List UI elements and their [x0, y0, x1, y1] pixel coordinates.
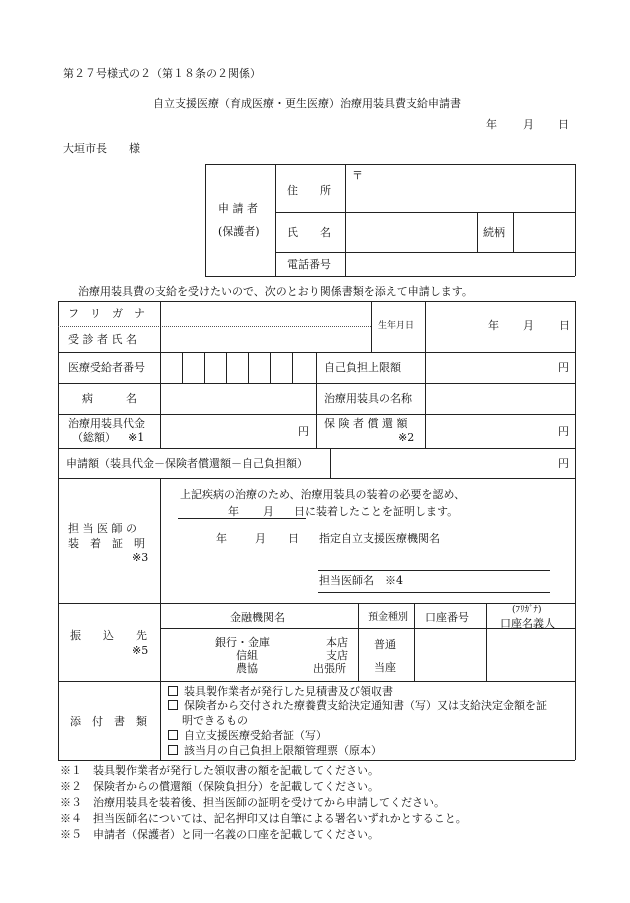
attachment-checkbox-estimate[interactable] [168, 686, 393, 697]
transfer-mark: ※5 [132, 644, 149, 657]
transfer-label: 振 込 先 [70, 629, 147, 642]
account-number-header: 口座番号 [425, 611, 469, 624]
date-year: 年 [486, 118, 497, 131]
cert-date-year: 年 [216, 532, 227, 545]
copay-limit-field[interactable] [426, 353, 574, 382]
account-holder-field[interactable] [487, 629, 574, 680]
branch-main: 本店 [326, 636, 348, 649]
dob-year: 年 [488, 319, 499, 332]
relation-label: 続柄 [483, 226, 505, 239]
doctor-cert-mark: ※3 [132, 551, 149, 564]
doctor-cert-label-2: 装 着 証 明 [68, 537, 145, 550]
intro-text: 治療用装具費の支給を受けたいので、次のとおり関係書類を添えて申請します。 [78, 285, 473, 298]
claim-label: 申請額（装具代金－保険者償還額－自己負担額） [66, 457, 308, 470]
patient-name-field[interactable] [161, 327, 370, 351]
account-number-field[interactable] [415, 629, 485, 680]
bank-option-bank: 銀行・金庫 [215, 636, 270, 649]
copay-limit-label: 自己負担上限額 [324, 361, 401, 374]
recipient-number-field[interactable] [161, 353, 315, 382]
attachment-checkbox-insurer-notice[interactable] [168, 700, 547, 711]
relation-field[interactable] [514, 213, 574, 251]
cert-day: 日 [294, 505, 305, 518]
attachment-estimate-label: 装具製作業者が発行した見積書及び領収書 [184, 685, 393, 698]
account-type-header: 預金種別 [368, 612, 408, 623]
form-number: 第２７号様式の２（第１８条の２関係） [63, 67, 261, 80]
attachments-label: 添 付 書 類 [70, 715, 147, 728]
guardian-label: (保護者) [218, 225, 260, 238]
disease-field[interactable] [161, 384, 315, 413]
cert-date-day: 日 [288, 532, 299, 545]
date-day: 日 [558, 118, 569, 131]
note-5: ※５ 申請者（保護者）と同一名義の口座を記載してください。 [60, 828, 379, 841]
form-title: 自立支援医療（育成医療・更生医療）治療用装具費支給申請書 [153, 97, 461, 110]
branch-office: 出張所 [313, 662, 346, 675]
doctor-cert-label: 担 当 医 師 の [68, 522, 137, 535]
note-3: ※３ 治療用装具を装着後、担当医師の証明を受けてから申請してください。 [60, 796, 445, 809]
note-4: ※４ 担当医師名については、記名押印又は自筆による署名いずれかとすること。 [60, 812, 467, 825]
copay-yen: 円 [558, 361, 569, 374]
dob-label: 生年月日 [378, 321, 415, 331]
disease-label: 病 名 [82, 392, 137, 405]
cert-text-1: 上記疾病の治療のため、治療用装具の装着の必要を認め、 [180, 488, 466, 501]
attachment-checkbox-certificate[interactable] [168, 730, 327, 741]
insurer-field[interactable] [426, 415, 574, 447]
insurer-yen: 円 [558, 425, 569, 438]
cert-suffix: に装着したことを証明します。 [305, 505, 459, 518]
cert-year: 年 [228, 505, 239, 518]
bank-option-credit-union: 信組 [236, 649, 258, 662]
doctor-name-label: 担当医師名 ※4 [319, 574, 403, 587]
bank-header: 金融機関名 [230, 611, 285, 624]
claim-field[interactable] [331, 449, 574, 477]
account-type-ordinary[interactable]: 普通 [374, 638, 396, 651]
bank-option-agri: 農協 [236, 662, 258, 675]
device-cost-total-label: （総額） [72, 431, 116, 444]
attachment-management-sheet-label: 該当月の自己負担上限額管理票（原本） [184, 744, 382, 757]
device-cost-label: 治療用装具代金 [68, 417, 145, 430]
account-type-current[interactable]: 当座 [374, 661, 396, 674]
holder-header-furigana: (ﾌﾘｶﾞﾅ) [512, 605, 542, 615]
recipient: 大垣市長 様 [63, 142, 140, 155]
attachment-insurer-notice-cont: 明できるもの [182, 714, 248, 727]
attachment-certificate-label: 自立支援医療受給者証（写） [184, 729, 327, 742]
attachment-insurer-notice-label: 保険者から交付された療養費支給決定通知書（写）又は支給決定金額を証 [184, 699, 547, 712]
furigana-field[interactable] [161, 302, 370, 325]
note-mark-1: ※1 [128, 431, 145, 444]
phone-field[interactable] [346, 253, 574, 275]
claim-yen: 円 [558, 457, 569, 470]
bank-name-field[interactable] [161, 629, 357, 680]
insurer-label: 保 険 者 償 還 額 [324, 417, 408, 430]
attachment-checkbox-management-sheet[interactable] [168, 745, 382, 756]
dob-month: 月 [523, 319, 534, 332]
doctor-cert-field[interactable] [161, 479, 574, 602]
name-field[interactable] [346, 213, 476, 251]
postal-mark: 〒 [352, 169, 363, 182]
device-name-label: 治療用装具の名称 [324, 392, 412, 405]
holder-header: 口座名義人 [500, 617, 555, 630]
recipient-number-label: 医療受給者番号 [68, 361, 145, 374]
cert-month: 月 [263, 505, 274, 518]
patient-name-label: 受 診 者 氏 名 [68, 333, 137, 346]
note-mark-2: ※2 [398, 431, 415, 444]
device-name-field[interactable] [426, 384, 574, 413]
branch-branch: 支店 [326, 649, 348, 662]
address-label: 住 所 [287, 184, 331, 197]
dob-day: 日 [559, 319, 570, 332]
institution-label: 指定自立支援医療機関名 [319, 532, 440, 545]
phone-label: 電話番号 [287, 258, 331, 271]
device-cost-field[interactable] [161, 415, 315, 447]
cert-date-month: 月 [255, 532, 266, 545]
date-month: 月 [523, 118, 534, 131]
name-label: 氏 名 [287, 226, 331, 239]
note-2: ※２ 保険者からの償還額（保険負担分）を記載してください。 [60, 780, 379, 793]
furigana-label: フ リ ガ ナ [68, 307, 145, 320]
dob-field[interactable] [426, 302, 574, 351]
address-field[interactable] [346, 165, 574, 211]
device-cost-yen: 円 [298, 425, 309, 438]
note-1: ※１ 装具製作業者が発行した領収書の額を記載してください。 [60, 764, 379, 777]
applicant-label: 申 請 者 [218, 202, 258, 215]
